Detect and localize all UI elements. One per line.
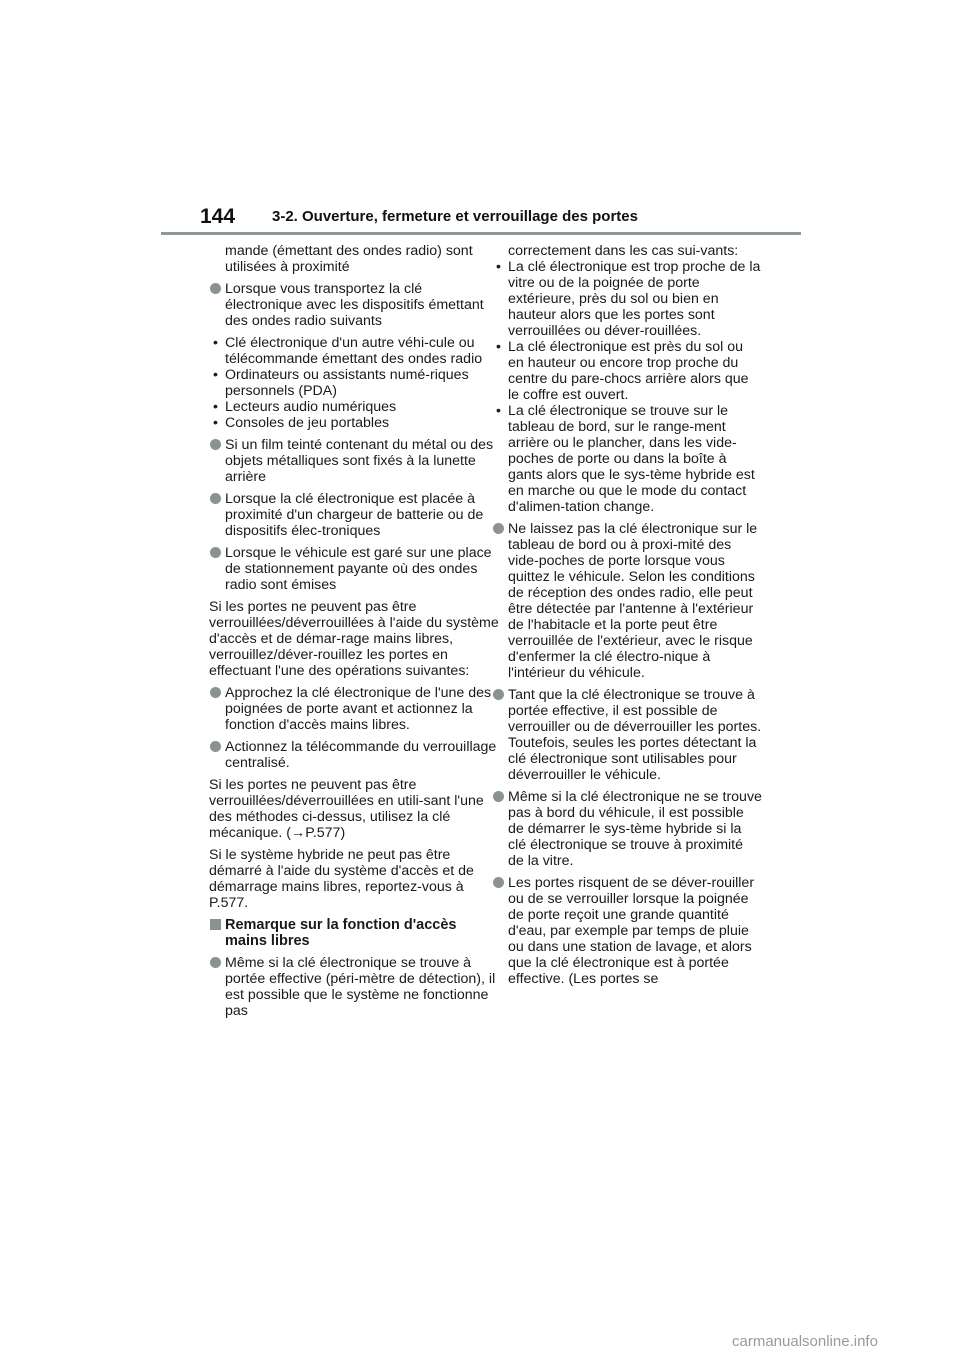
watermark: carmanualsonline.info: [732, 1333, 878, 1350]
page-header: [200, 205, 802, 235]
sub-bullet-icon: •: [496, 403, 501, 419]
sub-bullet-icon: •: [213, 415, 218, 431]
bullet-item: [492, 875, 762, 987]
bullet-item: [209, 491, 499, 539]
bullet-item: [209, 437, 499, 485]
bullet-dot-icon: [210, 439, 221, 450]
section-title: 3-2. Ouverture, fermeture et verrouillage des portes: [272, 208, 638, 225]
sub-bullet-icon: •: [496, 259, 501, 275]
bullet-text: Même si la clé électronique se trouve à portée effective (péri-mètre de détection), il est possible que le système ne fonctionne pas: [225, 955, 496, 1019]
paragraph: Si le système hybride ne peut pas être démarré à l'aide du système d'accès et de démarrage mains libres, reportez-vous à P.577.: [209, 847, 474, 911]
sub-bullet-icon: •: [213, 367, 218, 383]
bullet-text: Lorsque vous transportez la clé électronique avec les dispositifs émettant des ondes radio suivants: [225, 281, 484, 329]
bullet-text: Lorsque la clé électronique est placée à proximité d'un chargeur de batterie ou de dispositifs élec-troniques: [225, 491, 484, 539]
paragraph: correctement dans les cas sui-vants:: [508, 243, 739, 259]
sub-item-text: Ordinateurs ou assistants numé-riques personnels (PDA): [225, 367, 469, 399]
bullet-dot-icon: [493, 791, 504, 802]
bullet-dot-icon: [210, 687, 221, 698]
sub-item: [209, 335, 499, 367]
subsection-heading: [209, 917, 499, 949]
sub-item: [209, 367, 499, 399]
bullet-item: [492, 687, 762, 783]
bullet-text: Actionnez la télécommande du verrouillage centralisé.: [225, 739, 497, 771]
bullet-text: Si un film teinté contenant du métal ou des objets métalliques sont fixés à la lunette arrière: [225, 437, 494, 485]
bullet-item: [209, 685, 499, 733]
bullet-item: [209, 281, 499, 329]
paragraph: Si les portes ne peuvent pas être verrouillées/déverrouillées à l'aide du système d'accès et de démar-rage mains libres, verrouillez/déver-rouillez les portes en effectuant l'une des opérations suivantes:: [209, 599, 499, 679]
bullet-item: [209, 955, 499, 1019]
sub-item: [492, 259, 762, 339]
sub-item-text: La clé électronique est près du sol ou en hauteur ou encore trop proche du centre du pare-chocs arrière alors que le coffre est ouvert.: [508, 339, 749, 403]
sub-bullet-icon: •: [496, 339, 501, 355]
sub-item-text: Consoles de jeu portables: [225, 415, 390, 431]
bullet-dot-icon: [210, 957, 221, 968]
bullet-dot-icon: [493, 877, 504, 888]
sub-item-text: Lecteurs audio numériques: [225, 399, 397, 415]
paragraph: mande (émettant des ondes radio) sont utilisées à proximité: [225, 243, 473, 275]
sub-list: [492, 259, 762, 515]
bullet-dot-icon: [210, 493, 221, 504]
sub-item-text: La clé électronique est trop proche de la vitre ou de la poignée de porte extérieure, près du sol ou bien en hauteur alors que les portes sont verrouillées ou déver-rouillées.: [508, 259, 761, 339]
bullet-dot-icon: [493, 689, 504, 700]
bullet-dot-icon: [210, 547, 221, 558]
sub-item-text: La clé électronique se trouve sur le tableau de bord, sur le range-ment arrière ou le plancher, dans les vide-poches de porte ou dans la boîte à gants alors que le sys-tème hybride est en marche ou que le mode du contact d'alimen-tation change.: [508, 403, 755, 515]
bullet-dot-icon: [493, 523, 504, 534]
right-column: [492, 243, 762, 993]
bullet-item: [492, 521, 762, 681]
sub-item-text: Clé électronique d'un autre véhi-cule ou télécommande émettant des ondes radio: [225, 335, 483, 367]
bullet-dot-icon: [210, 741, 221, 752]
bullet-dot-icon: [210, 283, 221, 294]
bullet-text: Même si la clé électronique ne se trouve pas à bord du véhicule, il est possible de démarrer le sys-tème hybride si la clé électronique se trouve à proximité de la vitre.: [508, 789, 762, 869]
sub-item: [209, 415, 499, 431]
bullet-text: Approchez la clé électronique de l'une des poignées de porte avant et actionnez la fonction d'accès mains libres.: [225, 685, 492, 733]
bullet-text: Ne laissez pas la clé électronique sur le tableau de bord ou à proxi-mité des vide-poches de porte lorsque vous quittez le véhicule. Selon les conditions de réception des ondes radio, elle peut être détectée par l'antenne à l'extérieur de l'habitacle et la porte peut être verrouillée de l'extérieur, avec le risque d'enfermer la clé électro-nique à l'intérieur du véhicule.: [508, 521, 758, 681]
bullet-item: [209, 545, 499, 593]
bullet-text: Lorsque le véhicule est garé sur une place de stationnement payante où des ondes radio sont émises: [225, 545, 492, 593]
heading-text: Remarque sur la fonction d'accès mains libres: [225, 917, 457, 949]
sub-bullet-icon: •: [213, 335, 218, 351]
sub-bullet-icon: •: [213, 399, 218, 415]
header-rule: [161, 232, 801, 235]
heading-square-icon: [210, 919, 221, 930]
sub-list: [209, 335, 499, 431]
left-column: [209, 243, 499, 1025]
bullet-text: Tant que la clé électronique se trouve à portée effective, il est possible de verrouiller ou de déverrouiller les portes. Toutefois, seules les portes détectant la clé électronique sont utilisables pour déverrouiller le véhicule.: [508, 687, 762, 783]
sub-item: [209, 399, 499, 415]
bullet-item: [492, 789, 762, 869]
bullet-text: Les portes risquent de se déver-rouiller ou de se verrouiller lorsque la poignée de porte reçoit une grande quantité d'eau, par exemple par temps de pluie ou dans une station de lavage, et alors que la clé électronique est à portée effective. (Les portes se: [508, 875, 755, 987]
sub-item: [492, 339, 762, 403]
sub-item: [492, 403, 762, 515]
page-number: 144: [200, 205, 236, 228]
bullet-item: [209, 739, 499, 771]
paragraph: Si les portes ne peuvent pas être verrouillées/déverrouillées en utili-sant l'une des méthodes ci-dessus, utilisez la clé mécanique. (→P.577): [209, 777, 484, 841]
